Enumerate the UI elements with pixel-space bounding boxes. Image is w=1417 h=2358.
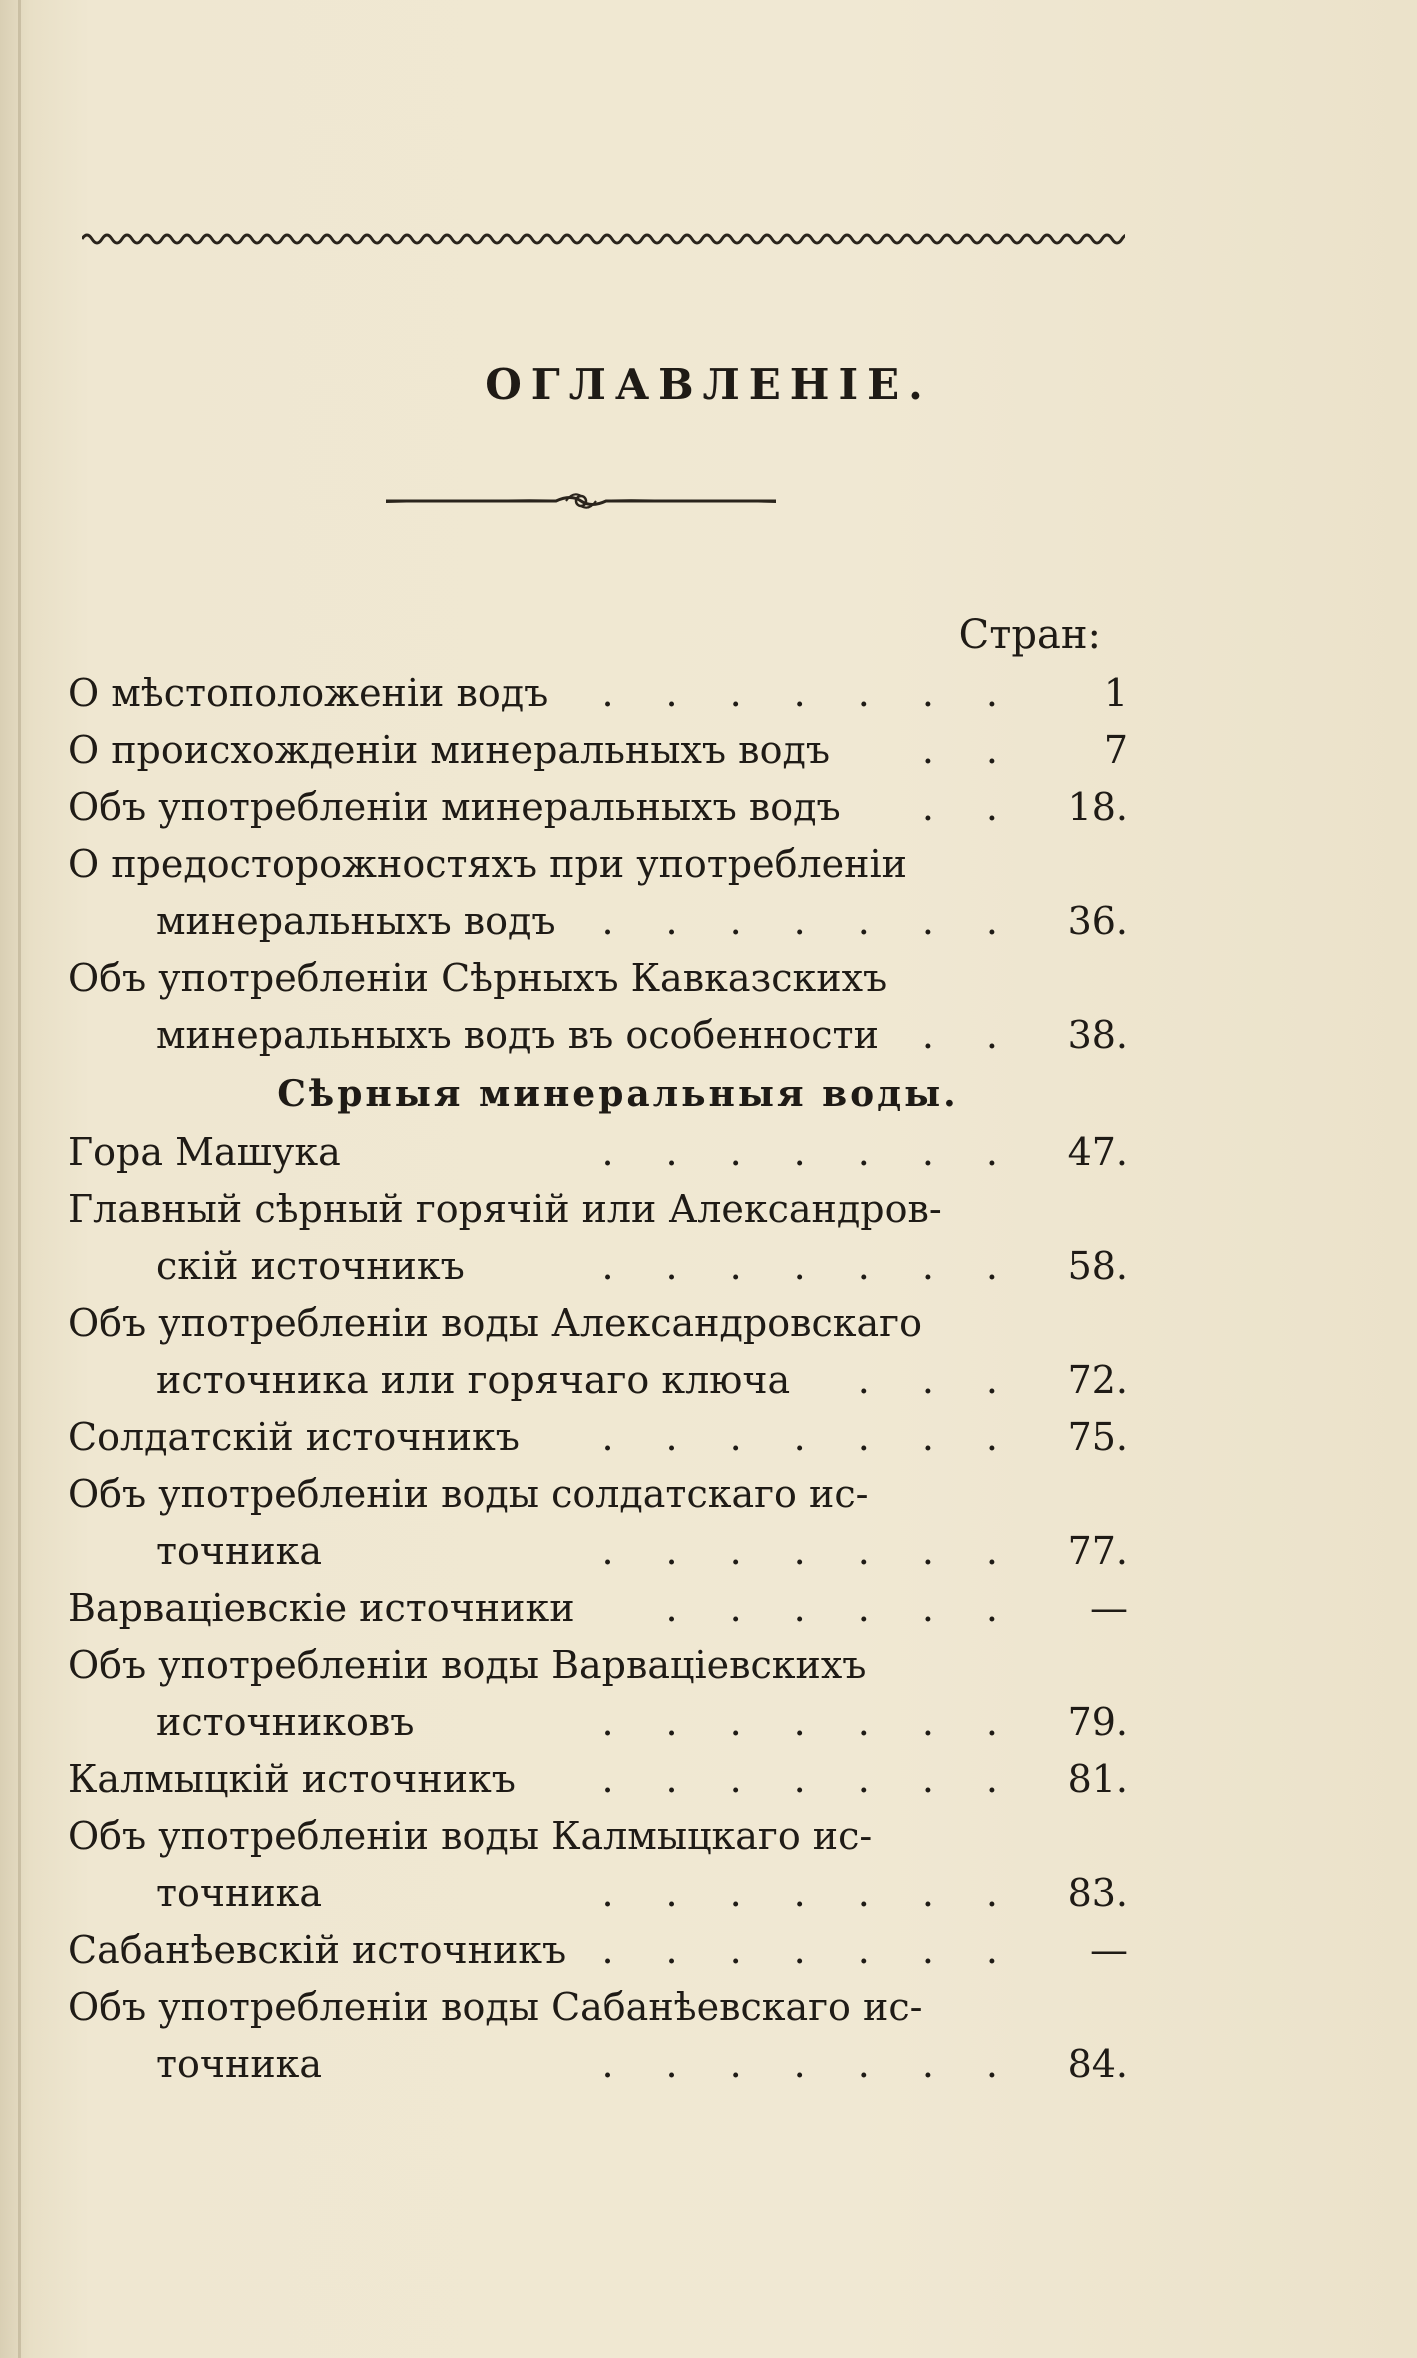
- toc-page-number: 7: [1103, 728, 1128, 772]
- toc-line: [68, 1808, 1128, 1865]
- toc-line: [68, 1295, 1128, 1352]
- toc-page-number: —: [1090, 1928, 1128, 1972]
- toc-entry-title: источника или горячаго ключа: [156, 1358, 791, 1402]
- toc-page-number: 47.: [1067, 1130, 1128, 1174]
- dot-leader: .......: [601, 899, 1050, 943]
- toc-line: [68, 893, 1128, 950]
- toc-entry-title: Объ употребленіи воды Варваціевскихъ: [68, 1643, 867, 1687]
- toc-entry-title: минеральныхъ водъ въ особенности: [156, 1013, 879, 1057]
- dot-leader: .......: [601, 1871, 1050, 1915]
- toc-page-number: 75.: [1067, 1415, 1128, 1459]
- toc-entry-title: точника: [156, 1871, 323, 1915]
- dot-leader: ..: [921, 785, 1050, 829]
- toc-line: [68, 1979, 1128, 2036]
- toc-entry-title: точника: [156, 2042, 323, 2086]
- toc-line: [68, 722, 1128, 779]
- page-title: ОГЛАВЛЕНІЕ.: [485, 360, 932, 409]
- section-heading: Сѣрныя минеральныя воды.: [277, 1073, 959, 1115]
- toc-entry-title: Объ употребленіи воды солдатскаго ис-: [68, 1472, 869, 1516]
- toc-line: [68, 1124, 1128, 1181]
- toc-line: [68, 1580, 1128, 1637]
- dot-leader: .......: [601, 671, 1050, 715]
- toc-line: [68, 950, 1128, 1007]
- toc-line: [68, 1181, 1128, 1238]
- toc-line: [68, 1238, 1128, 1295]
- toc-line: [68, 1409, 1128, 1466]
- toc-page-number: 84.: [1067, 2042, 1128, 2086]
- toc-page-number: 79.: [1067, 1700, 1128, 1744]
- dot-leader: .......: [601, 1757, 1050, 1801]
- toc-entry-title: Варваціевскіе источники: [68, 1586, 575, 1630]
- toc-line: [68, 1865, 1128, 1922]
- toc-line: [68, 1352, 1128, 1409]
- toc-entry-title: О предосторожностяхъ при употребленіи: [68, 842, 907, 886]
- toc-entry-title: Объ употребленіи минеральныхъ водъ: [68, 785, 841, 829]
- toc-entry-title: О мѣстоположеніи водъ: [68, 671, 549, 715]
- toc-entries: [68, 665, 1128, 2093]
- toc-entry-title: скій источникъ: [156, 1244, 465, 1288]
- dot-leader: .......: [601, 1928, 1050, 1972]
- toc-page-number: —: [1090, 1586, 1128, 1630]
- toc-page-number: 36.: [1067, 899, 1128, 943]
- page-column-label: Стран:: [958, 612, 1101, 658]
- page-gutter: [18, 0, 21, 2358]
- toc-entry-title: Сабанѣевскій источникъ: [68, 1928, 567, 1972]
- toc-page-number: 1: [1103, 671, 1128, 715]
- dot-leader: ..: [921, 728, 1050, 772]
- toc-entry-title: Объ употребленіи воды Сабанѣевскаго ис-: [68, 1985, 923, 2029]
- toc-page-number: 18.: [1067, 785, 1128, 829]
- dot-leader: .......: [601, 1130, 1050, 1174]
- toc-line: [68, 779, 1128, 836]
- toc-entry-title: минеральныхъ водъ: [156, 899, 556, 943]
- dot-leader: .......: [601, 1700, 1050, 1744]
- toc-line: [68, 1637, 1128, 1694]
- toc-entry-title: Главный сѣрный горячій или Александров-: [68, 1187, 942, 1231]
- toc-line: [68, 1922, 1128, 1979]
- toc-page-number: 81.: [1067, 1757, 1128, 1801]
- toc-line: [68, 1694, 1128, 1751]
- dot-leader: .......: [601, 1529, 1050, 1573]
- toc-page-number: 72.: [1067, 1358, 1128, 1402]
- toc-entry-title: источниковъ: [156, 1700, 415, 1744]
- top-wavy-rule: [82, 228, 1125, 250]
- toc-page-number: 38.: [1067, 1013, 1128, 1057]
- dot-leader: .......: [601, 1244, 1050, 1288]
- toc-entry-title: Объ употребленіи Сѣрныхъ Кавказскихъ: [68, 956, 888, 1000]
- toc-entry-title: Объ употребленіи воды Калмыцкаго ис-: [68, 1814, 873, 1858]
- toc-entry-title: Калмыцкій источникъ: [68, 1757, 516, 1801]
- toc-line: [68, 1523, 1128, 1580]
- toc-page-number: 58.: [1067, 1244, 1128, 1288]
- toc-line: [68, 665, 1128, 722]
- toc-line: [68, 2036, 1128, 2093]
- toc-entry-title: точника: [156, 1529, 323, 1573]
- toc-entry-title: О происхожденіи минеральныхъ водъ: [68, 728, 831, 772]
- toc-entry-title: Солдатскій источникъ: [68, 1415, 520, 1459]
- toc-line: [68, 836, 1128, 893]
- dot-leader: ......: [665, 1586, 1050, 1630]
- ornament-divider: [386, 488, 776, 514]
- dot-leader: ...: [857, 1358, 1050, 1402]
- toc-page-number: 77.: [1067, 1529, 1128, 1573]
- toc-entry-title: Объ употребленіи воды Александровскаго: [68, 1301, 922, 1345]
- toc-page-number: 83.: [1067, 1871, 1128, 1915]
- toc-entry-title: Гора Машука: [68, 1130, 341, 1174]
- dot-leader: .......: [601, 2042, 1050, 2086]
- toc-line: [68, 1007, 1128, 1064]
- toc-line: [68, 1751, 1128, 1808]
- dot-leader: .......: [601, 1415, 1050, 1459]
- dot-leader: ..: [921, 1013, 1050, 1057]
- toc-line: [68, 1466, 1128, 1523]
